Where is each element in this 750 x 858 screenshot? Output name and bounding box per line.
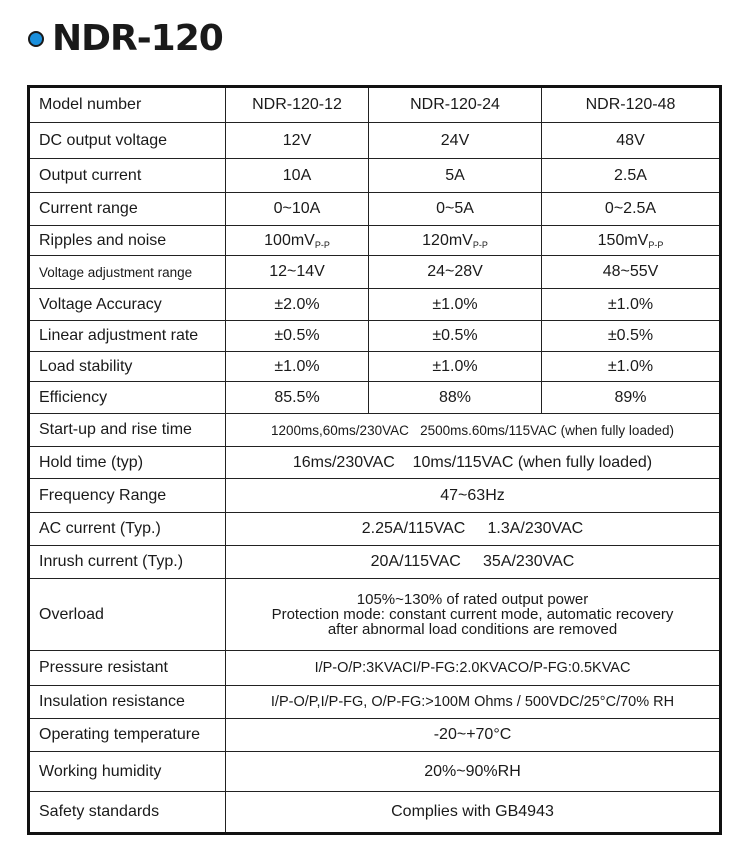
cell-value: 47~63Hz bbox=[226, 479, 721, 513]
cell-value bbox=[369, 159, 542, 193]
table-row bbox=[29, 651, 721, 686]
value-text: 48~55V bbox=[602, 263, 659, 280]
model-header: NDR-120-12 bbox=[226, 87, 369, 123]
cell-value bbox=[226, 123, 369, 159]
cell-value: 16ms/230VAC 10ms/115VAC (when fully loaded) bbox=[226, 447, 721, 479]
cell-value: 1200ms,60ms/230VAC 2500ms.60ms/115VAC (when fully loaded) bbox=[226, 414, 721, 447]
cell-value bbox=[369, 193, 542, 226]
row-label: Inrush current (Typ.) bbox=[29, 546, 226, 579]
cell-value bbox=[542, 159, 721, 193]
value-text: ±0.5% bbox=[607, 327, 654, 344]
table-row bbox=[29, 352, 721, 382]
value-line: Protection mode: constant current mode, automatic recovery bbox=[271, 606, 674, 623]
table-row bbox=[29, 752, 721, 792]
cell-value bbox=[542, 352, 721, 382]
row-label: Frequency Range bbox=[29, 479, 226, 513]
value-text: 150mV bbox=[597, 231, 649, 249]
cell-value bbox=[226, 159, 369, 193]
subscript: P-P bbox=[314, 239, 330, 250]
cell-value: 2.25A/115VAC 1.3A/230VAC bbox=[226, 513, 721, 546]
value-text: ±0.5% bbox=[432, 327, 478, 344]
cell-value bbox=[226, 352, 369, 382]
cell-value bbox=[226, 321, 369, 352]
table-row bbox=[29, 382, 721, 414]
table-row bbox=[29, 289, 721, 321]
table-row bbox=[29, 159, 721, 193]
row-label: Linear adjustment rate bbox=[29, 321, 226, 352]
row-label: Efficiency bbox=[29, 382, 226, 414]
cell-value: -20~+70°C bbox=[226, 719, 721, 752]
value-text: 0~10A bbox=[273, 200, 321, 217]
cell-value bbox=[226, 382, 369, 414]
spec-table bbox=[27, 85, 722, 835]
table-row bbox=[29, 226, 721, 256]
value-text: 12~14V bbox=[269, 263, 325, 280]
cell-value bbox=[542, 193, 721, 226]
value-text: 100mV bbox=[264, 231, 315, 249]
value-text: ±1.0% bbox=[607, 357, 654, 375]
value-text: 48V bbox=[616, 131, 645, 149]
cell-value bbox=[542, 321, 721, 352]
table-row bbox=[29, 479, 721, 513]
table-row bbox=[29, 579, 721, 651]
bullet-dot-icon bbox=[28, 31, 44, 47]
table-row bbox=[29, 686, 721, 719]
row-label: Operating temperature bbox=[29, 719, 226, 752]
cell-value bbox=[226, 256, 369, 289]
value-text: 85.5% bbox=[274, 388, 320, 406]
cell-value: I/P-O/P,I/P-FG, O/P-FG:>100M Ohms / 500VDC/25°C/70% RH bbox=[226, 686, 721, 719]
value-text: 5A bbox=[445, 166, 465, 184]
model-header: NDR-120-48 bbox=[542, 87, 721, 123]
value-text: ±1.0% bbox=[274, 357, 320, 375]
table-row bbox=[29, 719, 721, 752]
row-label: DC output voltage bbox=[29, 123, 226, 159]
table-row-model bbox=[29, 87, 721, 123]
row-label: Pressure resistant bbox=[29, 651, 226, 686]
value-text: 89% bbox=[614, 388, 647, 406]
row-label: Working humidity bbox=[29, 752, 226, 792]
value-text: ±2.0% bbox=[274, 295, 320, 313]
row-label: Ripples and noise bbox=[29, 226, 226, 256]
model-header: NDR-120-24 bbox=[369, 87, 542, 123]
subscript: P-P bbox=[472, 239, 488, 250]
row-label: Voltage adjustment range bbox=[29, 256, 226, 289]
value-text: 0~5A bbox=[436, 200, 474, 217]
value-text: ±1.0% bbox=[607, 295, 654, 313]
cell-value bbox=[369, 123, 542, 159]
table-row bbox=[29, 546, 721, 579]
value-text: 0~2.5A bbox=[604, 200, 657, 217]
cell-value bbox=[542, 123, 721, 159]
cell-value: Complies with GB4943 bbox=[226, 792, 721, 834]
row-label: Model number bbox=[29, 87, 226, 123]
table-row bbox=[29, 193, 721, 226]
table-row bbox=[29, 513, 721, 546]
subscript: P-P bbox=[648, 239, 664, 250]
value-text: ±1.0% bbox=[432, 357, 478, 375]
table-row bbox=[29, 256, 721, 289]
value-text: ±0.5% bbox=[274, 327, 320, 344]
table-row bbox=[29, 123, 721, 159]
value-text: 12V bbox=[282, 131, 312, 149]
value-text: 88% bbox=[438, 388, 472, 406]
value-text: 24V bbox=[440, 131, 470, 149]
row-label: Safety standards bbox=[29, 792, 226, 834]
cell-value: 20%~90%RH bbox=[226, 752, 721, 792]
row-label: Start-up and rise time bbox=[29, 414, 226, 447]
row-label: Hold time (typ) bbox=[29, 447, 226, 479]
cell-value bbox=[369, 256, 542, 289]
cell-value: 20A/115VAC 35A/230VAC bbox=[226, 546, 721, 579]
cell-value bbox=[226, 193, 369, 226]
cell-value bbox=[369, 226, 542, 256]
cell-value bbox=[226, 226, 369, 256]
value-text: 120mV bbox=[422, 231, 473, 249]
row-label: Current range bbox=[29, 193, 226, 226]
table-row bbox=[29, 792, 721, 834]
value-text: 2.5A bbox=[614, 166, 647, 184]
row-label: Output current bbox=[29, 159, 226, 193]
table-row bbox=[29, 321, 721, 352]
row-label: Voltage Accuracy bbox=[29, 289, 226, 321]
row-label: Overload bbox=[29, 579, 226, 651]
cell-value bbox=[369, 321, 542, 352]
cell-value bbox=[542, 382, 721, 414]
row-label: Load stability bbox=[29, 352, 226, 382]
cell-value bbox=[226, 289, 369, 321]
table-row bbox=[29, 414, 721, 447]
value-line: 105%~130% of rated output power bbox=[356, 591, 589, 608]
cell-value bbox=[369, 289, 542, 321]
page-heading bbox=[28, 18, 223, 59]
cell-value bbox=[542, 226, 721, 256]
cell-value bbox=[369, 352, 542, 382]
page-title: NDR-120 bbox=[52, 18, 223, 59]
cell-value bbox=[226, 579, 721, 651]
value-text: ±1.0% bbox=[432, 295, 478, 313]
cell-value bbox=[542, 289, 721, 321]
value-text: 24~28V bbox=[427, 263, 483, 280]
cell-value bbox=[542, 256, 721, 289]
cell-value bbox=[369, 382, 542, 414]
value-line: after abnormal load conditions are removed bbox=[327, 621, 618, 638]
cell-value: I/P-O/P:3KVACI/P-FG:2.0KVACO/P-FG:0.5KVAC bbox=[226, 651, 721, 686]
table-row bbox=[29, 447, 721, 479]
row-label: Insulation resistance bbox=[29, 686, 226, 719]
value-text: 10A bbox=[282, 166, 312, 184]
row-label: AC current (Typ.) bbox=[29, 513, 226, 546]
